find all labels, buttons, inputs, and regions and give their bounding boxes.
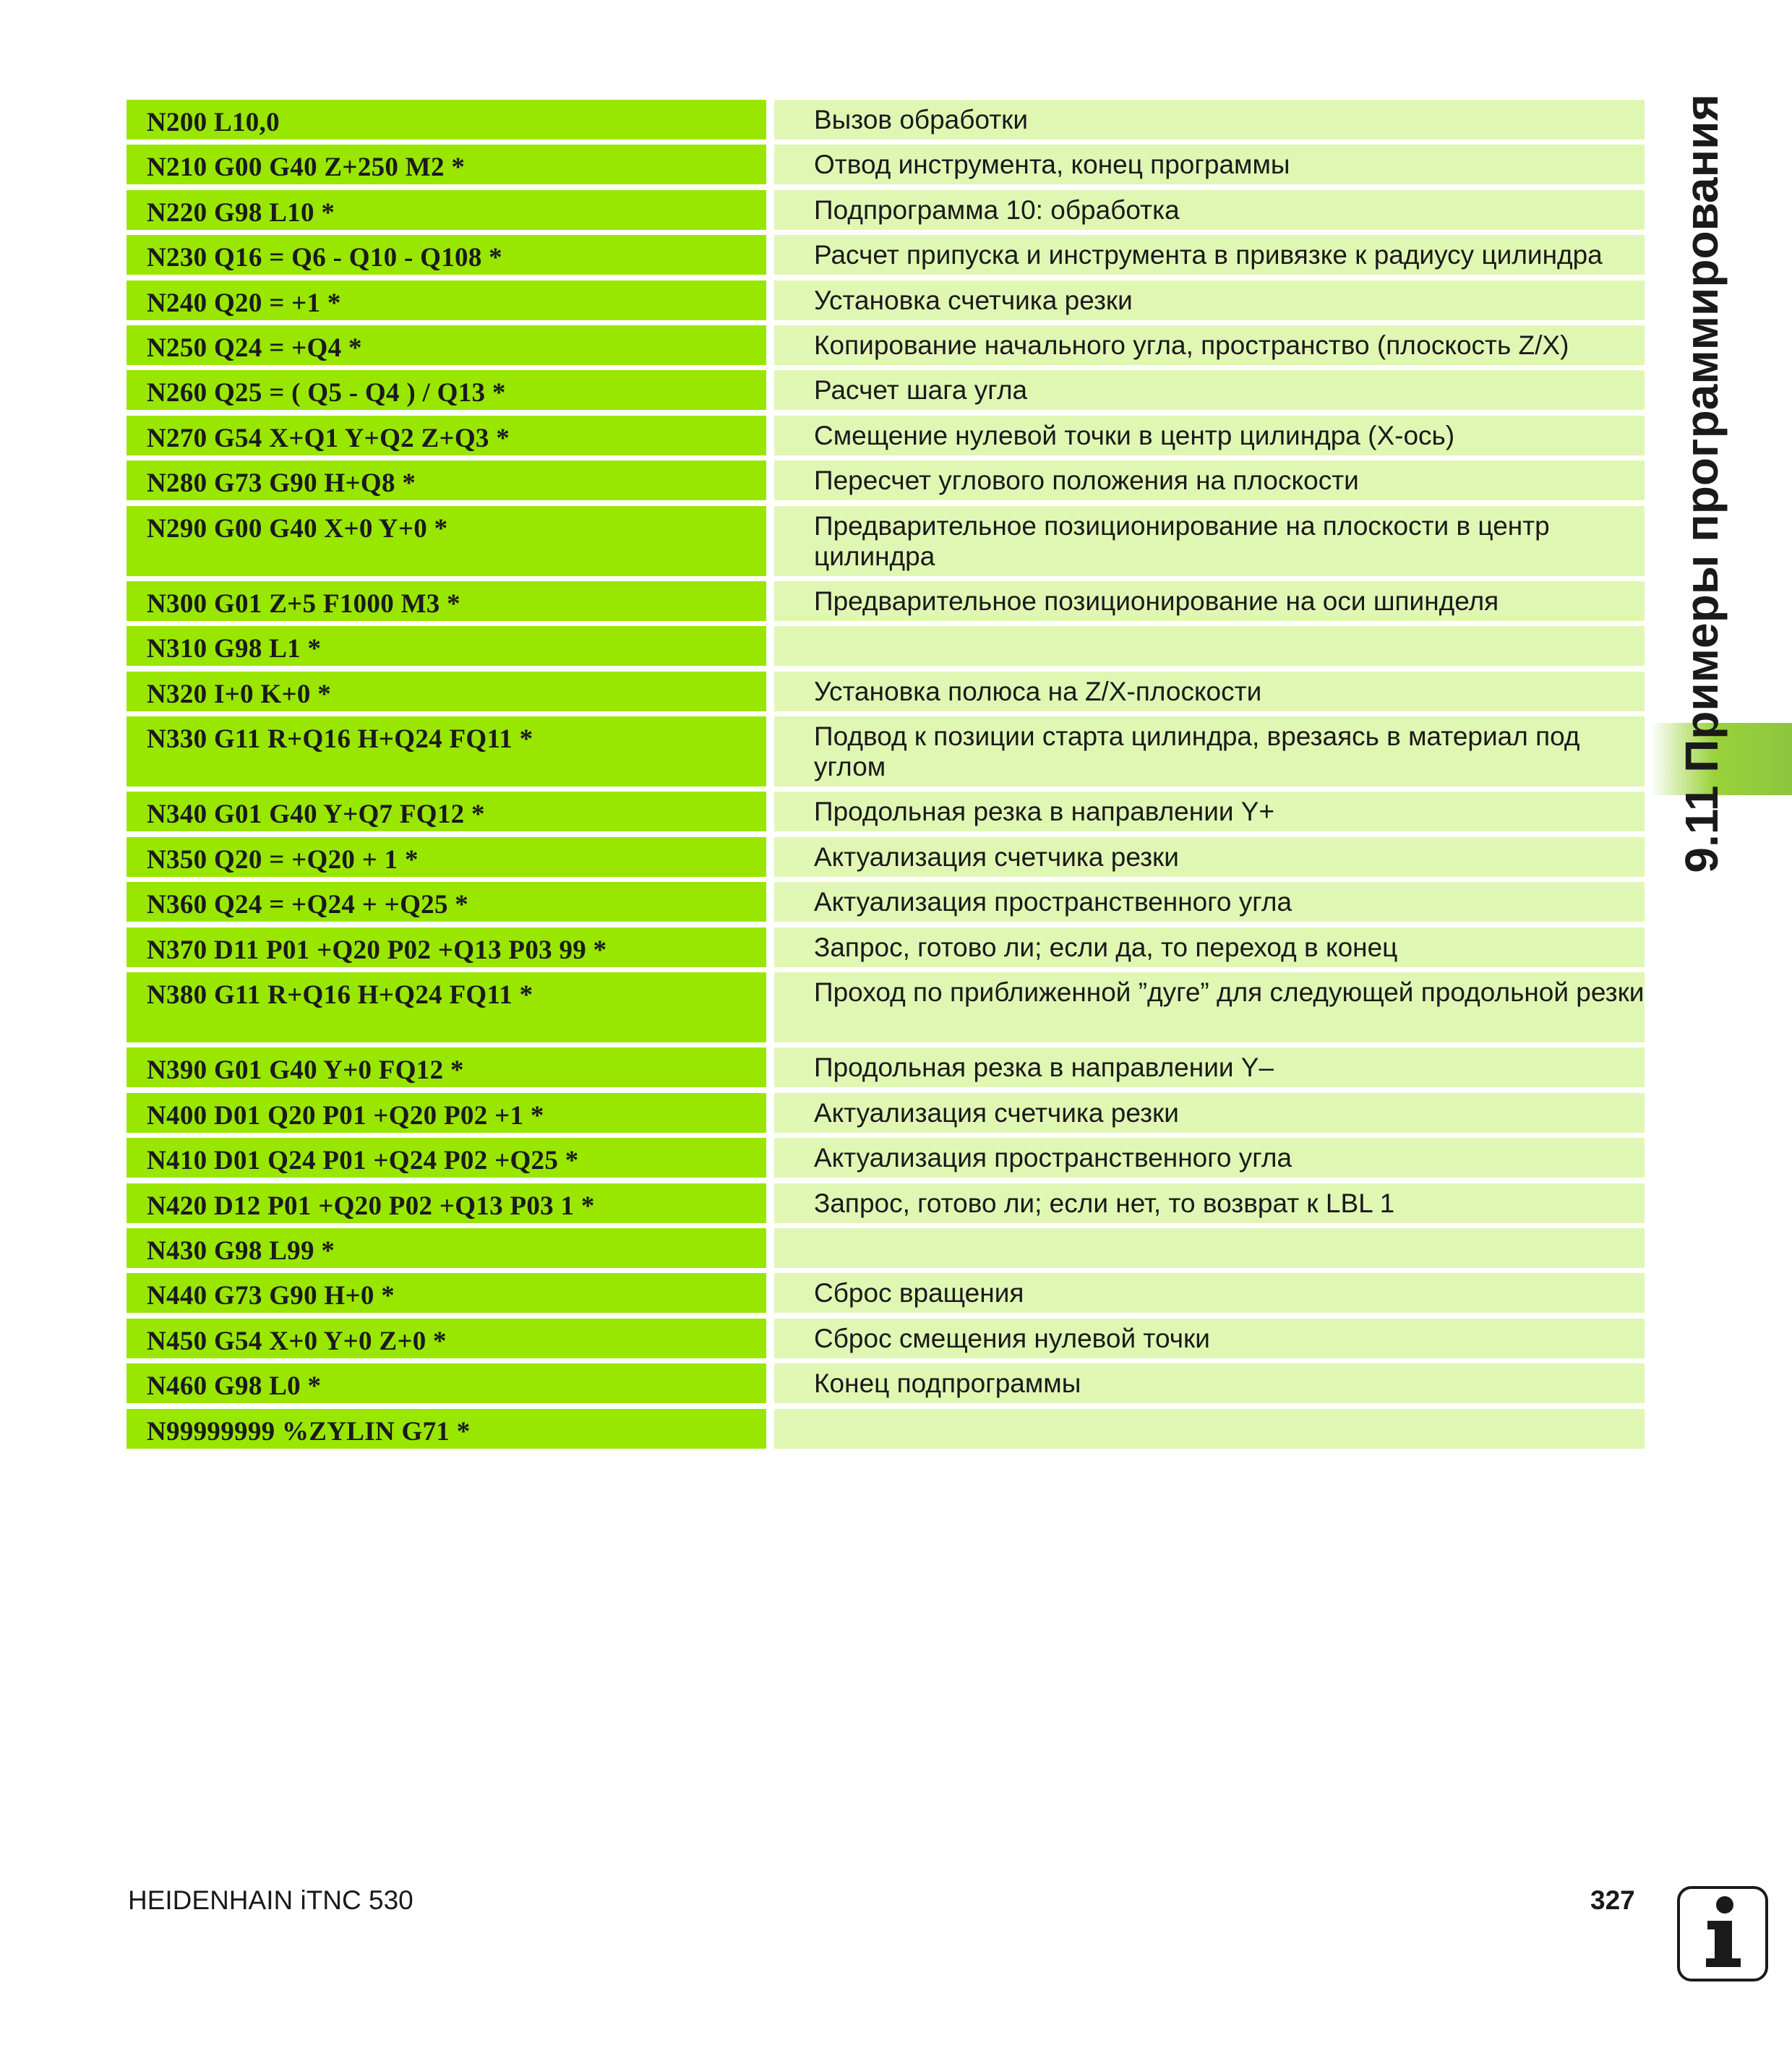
table-row [127, 581, 1645, 621]
description-cell [774, 626, 1645, 666]
description-cell: Проход по приближенной ”дуге” для следующей продольной резки [774, 972, 1645, 1042]
code-cell: N440 G73 G90 H+0 * [127, 1273, 766, 1313]
code-cell: N350 Q20 = +Q20 + 1 * [127, 837, 766, 877]
description-cell: Запрос, готово ли; если нет, то возврат к LBL 1 [774, 1183, 1645, 1223]
table-row [127, 190, 1645, 230]
table-row [127, 626, 1645, 666]
code-cell: N400 D01 Q20 P01 +Q20 P02 +1 * [127, 1093, 766, 1133]
code-cell: N310 G98 L1 * [127, 626, 766, 666]
info-icon [1677, 1886, 1768, 1981]
table-row [127, 145, 1645, 184]
code-cell: N250 Q24 = +Q4 * [127, 325, 766, 365]
code-cell: N410 D01 Q24 P01 +Q24 P02 +Q25 * [127, 1138, 766, 1178]
code-cell: N390 G01 G40 Y+0 FQ12 * [127, 1047, 766, 1087]
table-row [127, 325, 1645, 365]
description-cell: Вызов обработки [774, 100, 1645, 140]
table-row [127, 927, 1645, 967]
description-cell: Актуализация пространственного угла [774, 1138, 1645, 1178]
description-cell: Отвод инструмента, конец программы [774, 145, 1645, 184]
code-cell: N230 Q16 = Q6 - Q10 - Q108 * [127, 235, 766, 275]
description-cell: Актуализация счетчика резки [774, 1093, 1645, 1133]
description-cell: Установка счетчика резки [774, 280, 1645, 320]
table-row [127, 460, 1645, 500]
description-cell: Сброс вращения [774, 1273, 1645, 1313]
table-row [127, 1273, 1645, 1313]
code-cell: N260 Q25 = ( Q5 - Q4 ) / Q13 * [127, 370, 766, 410]
description-cell: Предварительное позиционирование на плоскости в центр цилиндра [774, 506, 1645, 576]
description-cell: Расчет шага угла [774, 370, 1645, 410]
code-cell: N280 G73 G90 H+Q8 * [127, 460, 766, 500]
description-cell: Запрос, готово ли; если да, то переход в конец [774, 927, 1645, 967]
code-cell: N210 G00 G40 Z+250 M2 * [127, 145, 766, 184]
description-cell: Предварительное позиционирование на оси шпинделя [774, 581, 1645, 621]
description-cell: Подвод к позиции старта цилиндра, врезаясь в материал под углом [774, 716, 1645, 787]
code-cell: N420 D12 P01 +Q20 P02 +Q13 P03 1 * [127, 1183, 766, 1223]
table-row [127, 837, 1645, 877]
description-cell: Установка полюса на Z/X-плоскости [774, 672, 1645, 711]
code-cell: N200 L10,0 [127, 100, 766, 140]
code-cell: N340 G01 G40 Y+Q7 FQ12 * [127, 792, 766, 831]
footer-product-name: HEIDENHAIN iTNC 530 [128, 1885, 413, 1915]
code-cell: N380 G11 R+Q16 H+Q24 FQ11 * [127, 972, 766, 1042]
table-row [127, 882, 1645, 922]
code-cell: N320 I+0 K+0 * [127, 672, 766, 711]
description-cell: Пересчет углового положения на плоскости [774, 460, 1645, 500]
description-cell: Подпрограмма 10: обработка [774, 190, 1645, 230]
description-cell: Смещение нулевой точки в центр цилиндра (X-ось) [774, 416, 1645, 455]
description-cell [774, 1409, 1645, 1449]
table-row [127, 1228, 1645, 1268]
description-cell: Продольная резка в направлении Y+ [774, 792, 1645, 831]
code-cell: N99999999 %ZYLIN G71 * [127, 1409, 766, 1449]
table-row [127, 370, 1645, 410]
code-cell: N450 G54 X+0 Y+0 Z+0 * [127, 1319, 766, 1358]
description-cell: Копирование начального угла, пространство (плоскость Z/X) [774, 325, 1645, 365]
description-cell: Продольная резка в направлении Y– [774, 1047, 1645, 1087]
description-cell: Конец подпрограммы [774, 1363, 1645, 1403]
table-row [127, 672, 1645, 711]
page-number: 327 [1590, 1885, 1635, 1915]
table-row [127, 1138, 1645, 1178]
table-row [127, 1363, 1645, 1403]
table-row [127, 972, 1645, 1042]
program-table [127, 100, 1645, 1454]
table-row [127, 1409, 1645, 1449]
table-row [127, 792, 1645, 831]
code-cell: N290 G00 G40 X+0 Y+0 * [127, 506, 766, 576]
description-cell: Расчет припуска и инструмента в привязке к радиусу цилиндра [774, 235, 1645, 275]
table-row [127, 506, 1645, 576]
table-row [127, 416, 1645, 455]
description-cell: Сброс смещения нулевой точки [774, 1319, 1645, 1358]
code-cell: N220 G98 L10 * [127, 190, 766, 230]
code-cell: N300 G01 Z+5 F1000 M3 * [127, 581, 766, 621]
table-row [127, 100, 1645, 140]
code-cell: N330 G11 R+Q16 H+Q24 FQ11 * [127, 716, 766, 787]
code-cell: N460 G98 L0 * [127, 1363, 766, 1403]
table-row [127, 235, 1645, 275]
table-row [127, 1183, 1645, 1223]
table-row [127, 1093, 1645, 1133]
description-cell: Актуализация пространственного угла [774, 882, 1645, 922]
code-cell: N360 Q24 = +Q24 + +Q25 * [127, 882, 766, 922]
code-cell: N240 Q20 = +1 * [127, 280, 766, 320]
code-cell: N270 G54 X+Q1 Y+Q2 Z+Q3 * [127, 416, 766, 455]
table-row [127, 1047, 1645, 1087]
code-cell: N430 G98 L99 * [127, 1228, 766, 1268]
description-cell [774, 1228, 1645, 1268]
table-row [127, 716, 1645, 787]
code-cell: N370 D11 P01 +Q20 P02 +Q13 P03 99 * [127, 927, 766, 967]
table-row [127, 280, 1645, 320]
table-row [127, 1319, 1645, 1358]
description-cell: Актуализация счетчика резки [774, 837, 1645, 877]
section-title: 9.11 Примеры программирования [1676, 94, 1728, 873]
